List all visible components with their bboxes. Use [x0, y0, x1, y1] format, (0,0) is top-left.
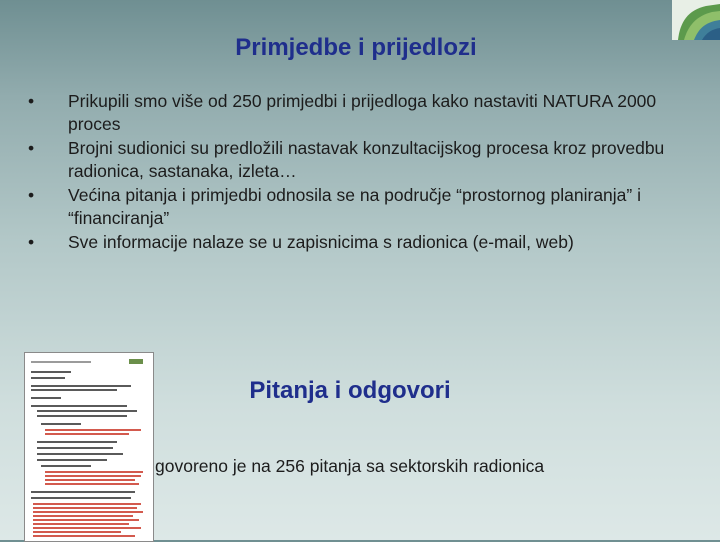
bullet-dot: •: [28, 232, 35, 252]
bullet-list: [26, 90, 686, 255]
bullet-item: [26, 137, 686, 183]
bullet-dot: •: [28, 185, 35, 205]
bullet-text: Sve informacije nalaze se u zapisnicima s radionica (e-mail, web): [68, 232, 574, 252]
bullet-item: [26, 184, 686, 230]
document-thumbnail-icon: [24, 352, 154, 542]
bullet-text: Prikupili smo više od 250 primjedbi i prijedloga kako nastaviti NATURA 2000 proces: [68, 91, 657, 134]
bullet-item: [26, 231, 686, 254]
answer-text: govoreno je na 256 pitanja sa sektorskih radionica: [155, 456, 545, 476]
bullet-dot: •: [28, 91, 35, 111]
section-subtitle: Pitanja i odgovori: [249, 377, 451, 404]
slide-title: Primjedbe i prijedlozi: [235, 34, 477, 61]
bullet-item: [26, 90, 686, 136]
bullet-dot: •: [28, 138, 35, 158]
bullet-text: Brojni sudionici su predložili nastavak konzultacijskog procesa kroz provedbu radionica, sastanaka, izleta…: [68, 138, 665, 181]
bullet-text: Većina pitanja i primjedbi odnosila se na područje “prostornog planiranja” i “financiranja”: [68, 185, 641, 228]
